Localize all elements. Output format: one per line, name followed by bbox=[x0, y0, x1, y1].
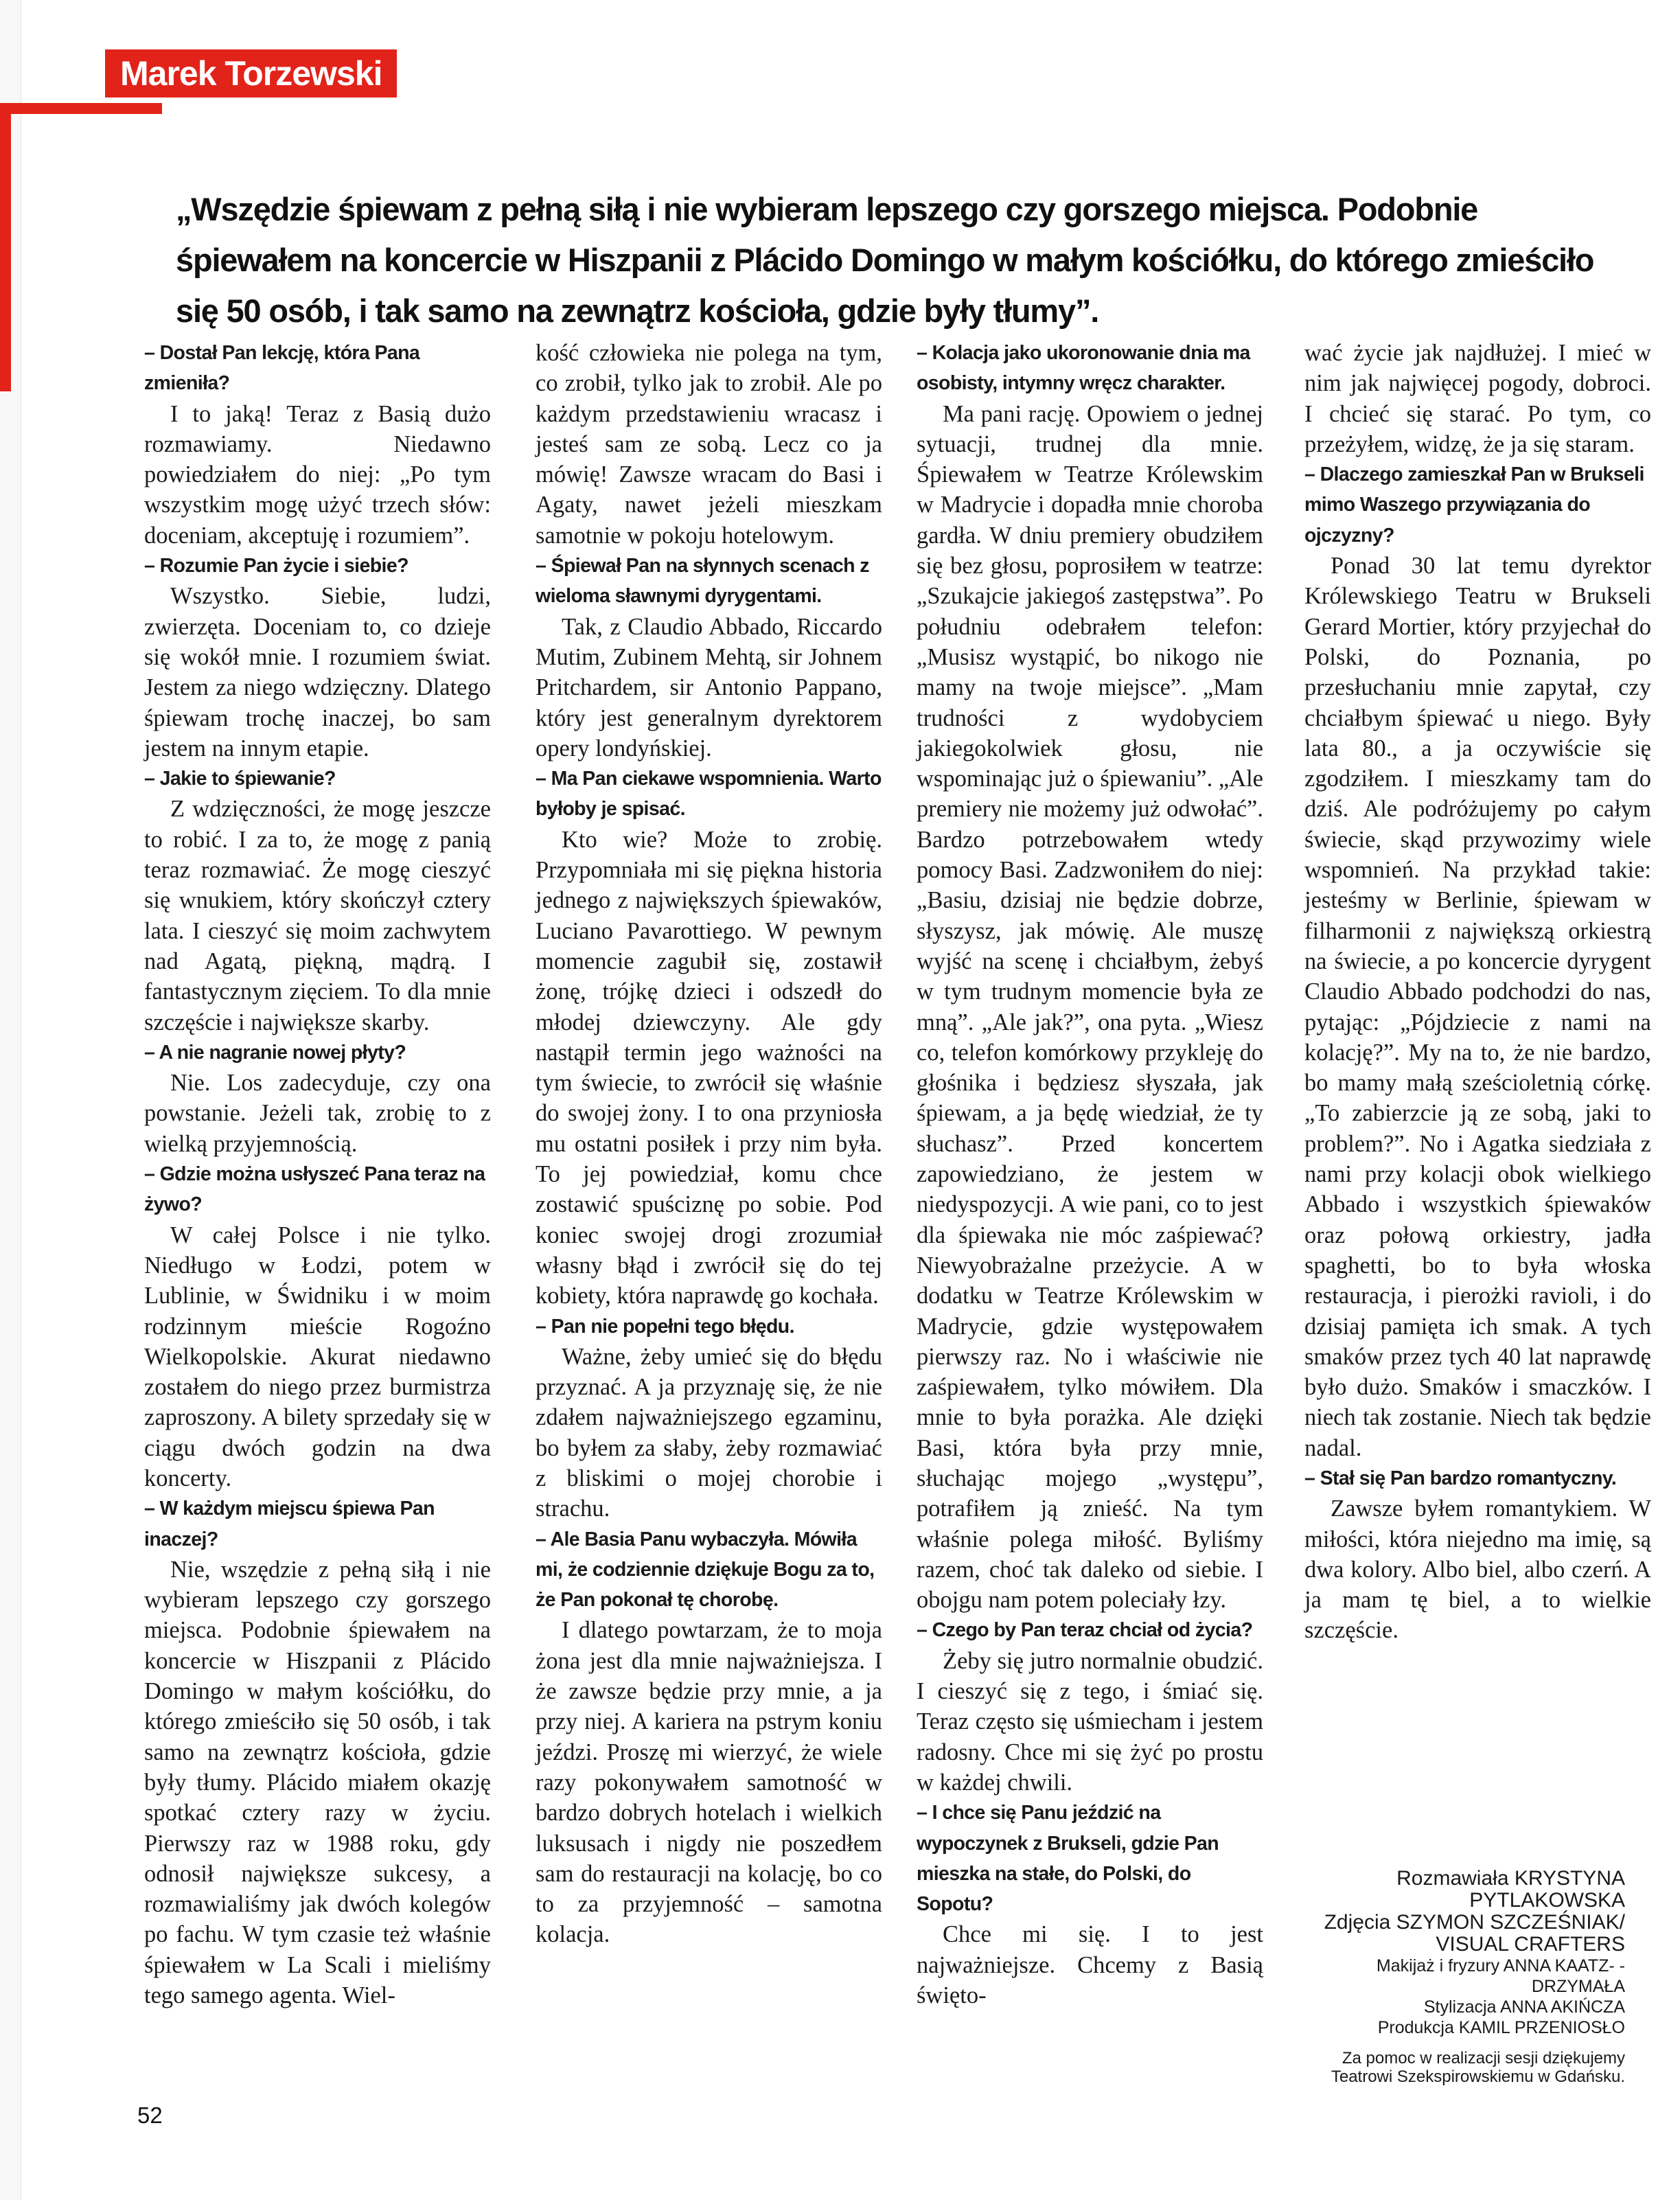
red-accent-rule-horizontal bbox=[0, 103, 162, 114]
interview-question: – Ale Basia Panu wybaczyła. Mówiła mi, że codziennie dziękuje Bogu za to, że Pan pokonał tę chorobę. bbox=[536, 1528, 875, 1612]
interview-question: – Stał się Pan bardzo romantyczny. bbox=[1304, 1467, 1617, 1489]
interview-answer: Z wdzięczności, że mogę jeszcze to robić. I za to, że mogę z panią teraz rozmawiać. Że mogę cieszyć się wnukiem, który skończył cztery lata. I cieszyć się moim zachwytem nad Agatą, piękną, mądrą. I fantastycznym zięciem. To dla mnie szczęście i największe skarby. bbox=[144, 796, 491, 1035]
interview-question: – Czego by Pan teraz chciał od życia? bbox=[917, 1619, 1253, 1642]
credit-interview: Rozmawiała KRYSTYNA PYTLAKOWSKA bbox=[1396, 1867, 1625, 1912]
article-column-2 bbox=[536, 338, 882, 1950]
credit-production: Produkcja KAMIL PRZENIOSŁO bbox=[1377, 2018, 1625, 2037]
interview-answer: I to jaką! Teraz z Basią dużo rozmawiamy. Niedawno powiedziałem do niej: „Po tym wszystkim mogę użyć trzech słów: doceniam, akceptuję i rozumiem”. bbox=[144, 400, 491, 549]
interview-answer: Ważne, żeby umieć się do błędu przyznać. A ja przyznaję się, że nie zdałem najważniejszego egzaminu, bo byłem za słaby, żeby rozmawiać z bliskimi o mojej chorobie i strachu. bbox=[536, 1343, 882, 1522]
interview-answer: Wszystko. Siebie, ludzi, zwierzęta. Doceniam to, co dzieje się wokół mnie. I rozumiem świat. Jestem za niego wdzięczny. Dlatego śpiewam trochę inaczej, bo sam jestem na innym etapie. bbox=[144, 583, 491, 761]
interview-question: – Dlaczego zamieszkał Pan w Brukseli mimo Waszego przywiązania do ojczyzny? bbox=[1304, 463, 1644, 547]
credit-photos: Zdjęcia SZYMON SZCZEŚNIAK/ VISUAL CRAFTERS bbox=[1324, 1911, 1625, 1956]
pull-quote: „Wszędzie śpiewam z pełną siłą i nie wybieram lepszego czy gorszego miejsca. Podobnie śpiewałem na koncercie w Hiszpanii z Plácido Domingo w małym kościółku, do którego zmieściło się 50 osób, i tak samo na zewnątrz kościoła, gdzie były tłumy”. bbox=[176, 191, 1594, 329]
interview-answer: W całej Polsce i nie tylko. Niedługo w Łodzi, potem w Lublinie, w Świdniku i w moim rodzinnym mieście Rogoźno Wielkopolskie. Akurat niedawno zostałem do niego przez burmistrza zaproszony. A bilety sprzedały się w ciągu dwóch godzin na dwa koncerty. bbox=[144, 1222, 491, 1491]
interview-question: – W każdym miejscu śpiewa Pan inaczej? bbox=[144, 1498, 435, 1550]
interview-answer: Nie. Los zadecyduje, czy ona powstanie. Jeżeli tak, zrobię to z wielką przyjemnością. bbox=[144, 1070, 491, 1157]
interview-answer: Chce mi się. I to jest najważniejsze. Chcemy z Basią święto- bbox=[917, 1921, 1263, 2009]
article-column-1 bbox=[144, 338, 491, 2010]
interviewee-name-tag: Marek Torzewski bbox=[105, 49, 397, 98]
interview-answer: wać życie jak najdłużej. I mieć w nim jak najwięcej pogody, dobroci. I chcieć się starać. Po tym, co przeżyłem, widzę, że ja się staram. bbox=[1304, 340, 1651, 457]
credit-thanks: Za pomoc w realizacji sesji dziękujemy Teatrowi Szekspirowskiemu w Gdańsku. bbox=[1331, 2049, 1625, 2086]
interview-answer: Kto wie? Może to zrobię. Przypomniała mi się piękna historia jednego z największych śpiewaków, Luciano Pavarottiego. W pewnym momencie zagubił się, zostawił żonę, trójkę dzieci i odszedł do młodej dziewczyny. Ale gdy nastąpił termin jego ważności na tym świecie, to zwrócił się właśnie do swojej żony. I to ona przyniosła mu ostatni posiłek i przy nim była. To jej powiedział, komu chce zostawić spuściznę po sobie. Pod koniec swojej drogi zrozumiał własny błąd i zwrócił się do tej kobiety, która naprawdę go kochała. bbox=[536, 826, 882, 1309]
interview-answer: Ma pani rację. Opowiem o jednej sytuacji, trudnej dla mnie. Śpiewałem w Teatrze Królewskim w Madrycie i dopadła mnie choroba gardła. W dniu premiery obudziłem się bez głosu, poprosiłem w teatrze: „Szukajcie jakiegoś zastępstwa”. Po południu odebrałem telefon: „Musisz wystąpić, bo nikogo nie mamy na twoje miejsce”. „Mam trudności z wydobyciem jakiegokolwiek głosu, nie wspominając już o śpiewaniu”. „Ale premiery nie możemy już odwołać”. Bardzo potrzebowałem wtedy pomocy Basi. Zadzwoniłem do niej: „Basiu, dzisiaj nie będzie dobrze, słyszysz, jak mówię. Ale muszę wyjść na scenę i chciałbym, żebyś w tym trudnym momencie była ze mną”. „Ale jak?”, ona pyta. „Wiesz co, telefon komórkowy przykleję do głośnika i będziesz słyszała, jak śpiewam, a ja będę wiedział, że ty słuchasz”. Przed koncertem zapowiedziano, że jestem w niedyspozycji. A wie pani, co to jest dla śpiewaka nie móc zaśpiewać? Niewyobrażalne przeżycie. A w dodatku w Teatrze Królewskim w Madrycie, gdzie występowałem pierwszy raz. No i właściwie nie zaśpiewałem, tylko mówiłem. Dla mnie to była porażka. Ale dzięki Basi, która była przy mnie, słuchając mojego „występu”, potrafiłem ją znieść. Na tym właśnie polega miłość. Byliśmy razem, choć tak daleko od siebie. I obojgu nam potem poleciały łzy. bbox=[917, 400, 1263, 1614]
interview-answer: I dlatego powtarzam, że to moja żona jest dla mnie najważniejsza. I że zawsze będzie przy mnie, a ja przy niej. A kariera na pstrym koniu jeździ. Proszę mi wierzyć, że wiele razy pokonywałem samotność w bardzo dobrych hotelach i wielkich luksusach i nigdy nie poszedłem sam do restauracji na kolację, bo co to za przyjemność – samotna kolacja. bbox=[536, 1617, 882, 1948]
interview-question: – A nie nagranie nowej płyty? bbox=[144, 1041, 406, 1064]
interview-question: – Dostał Pan lekcję, która Pana zmieniła? bbox=[144, 342, 420, 395]
article-column-4 bbox=[1304, 338, 1651, 1646]
interview-answer: Tak, z Claudio Abbado, Riccardo Mutim, Zubinem Mehtą, sir Johnem Pritchardem, sir Antonio Pappano, który jest generalnym dyrektorem opery londyńskiej. bbox=[536, 613, 882, 761]
interview-question: – Jakie to śpiewanie? bbox=[144, 768, 336, 790]
interview-question: – Ma Pan ciekawe wspomnienia. Warto byłoby je spisać. bbox=[536, 768, 882, 821]
interview-answer: kość człowieka nie polega na tym, co zrobił, tylko jak to zrobił. Ale po każdym przedstawieniu wracasz i jesteś sam ze sobą. Lecz co ja mówię! Zawsze wracam do Basi i Agaty, nawet jeżeli mieszkam samotnie w pokoju hotelowym. bbox=[536, 340, 882, 549]
interview-question: – I chce się Panu jeździć na wypoczynek z Brukseli, gdzie Pan mieszka na stałe, do Polski, do Sopotu? bbox=[917, 1802, 1219, 1916]
interview-answer: Zawsze byłem romantykiem. W miłości, która niejedno ma imię, są dwa kolory. Albo biel, albo czerń. A ja mam tę biel, a to wielkie szczęście. bbox=[1304, 1496, 1651, 1644]
credits-block bbox=[1291, 1868, 1625, 2086]
red-accent-rule-vertical bbox=[0, 103, 11, 391]
interview-question: – Rozumie Pan życie i siebie? bbox=[144, 555, 409, 577]
page-number: 52 bbox=[137, 2102, 163, 2128]
interview-answer: Nie, wszędzie z pełną siłą i nie wybieram lepszego czy gorszego miejsca. Podobnie śpiewałem na koncercie w Hiszpanii z Plácido Domingo w małym kościółku, do którego zmieściło się 50 osób, i tak samo na zewnątrz kościoła, gdzie były tłumy. Plácido miałem okazję spotkać cztery razy w życiu. Pierwszy raz w 1988 roku, gdy odnosił największe sukcesy, a rozmawialiśmy jak dwóch kolegów po fachu. W tym czasie też właśnie śpiewałem w La Scali i mieliśmy tego samego agenta. Wiel- bbox=[144, 1556, 491, 2009]
credit-makeup: Makijaż i fryzury ANNA KAATZ- -DRZYMAŁA bbox=[1376, 1956, 1625, 1996]
interview-question: – Śpiewał Pan na słynnych scenach z wieloma sławnymi dyrygentami. bbox=[536, 555, 869, 608]
article-column-3 bbox=[917, 338, 1263, 2010]
interview-question: – Pan nie popełni tego błędu. bbox=[536, 1315, 794, 1338]
interview-question: – Gdzie można usłyszeć Pana teraz na żywo? bbox=[144, 1163, 485, 1216]
credit-styling: Stylizacja ANNA AKIŃCZA bbox=[1423, 1997, 1625, 2017]
interview-answer: Żeby się jutro normalnie obudzić. I cieszyć się z tego, i śmiać się. Teraz często się uśmiecham i jestem radosny. Chce mi się żyć po prostu w każdej chwili. bbox=[917, 1647, 1263, 1796]
interview-question: – Kolacja jako ukoronowanie dnia ma osobisty, intymny wręcz charakter. bbox=[917, 342, 1250, 395]
interview-answer: Ponad 30 lat temu dyrektor Królewskiego Teatru w Brukseli Gerard Mortier, który przyjechał do Polski, do Poznania, po przesłuchaniu mnie zapytał, czy chciałbym śpiewać u niego. Były lata 80., a ja oczywiście się zgodziłem. I mieszkamy tam do dziś. Ale podróżujemy po całym świecie, skąd przywozimy wiele wspomnień. Na przykład takie: jesteśmy w Berlinie, śpiewam w filharmonii z największą orkiestrą na świecie, a po koncercie dyrygent Claudio Abbado podchodzi do nas, pytając: „Pójdziecie z nami na kolację?”. My na to, że nie bardzo, bo mamy małą sześcioletnią córkę. „To zabierzcie ją ze sobą, jaki to problem?”. No i Agatka siedziała z nami przy kolacji obok wielkiego Abbado i wszystkich śpiewaków oraz połową orkiestry, jadła spaghetti, bo to była włoska restauracja, i pierożki ravioli, i do dzisiaj pamięta ich smak. A tych smaków przez tych 40 lat naprawdę było dużo. Smaków i smaczków. I niech tak zostanie. Niech tak będzie nadal. bbox=[1304, 553, 1651, 1461]
